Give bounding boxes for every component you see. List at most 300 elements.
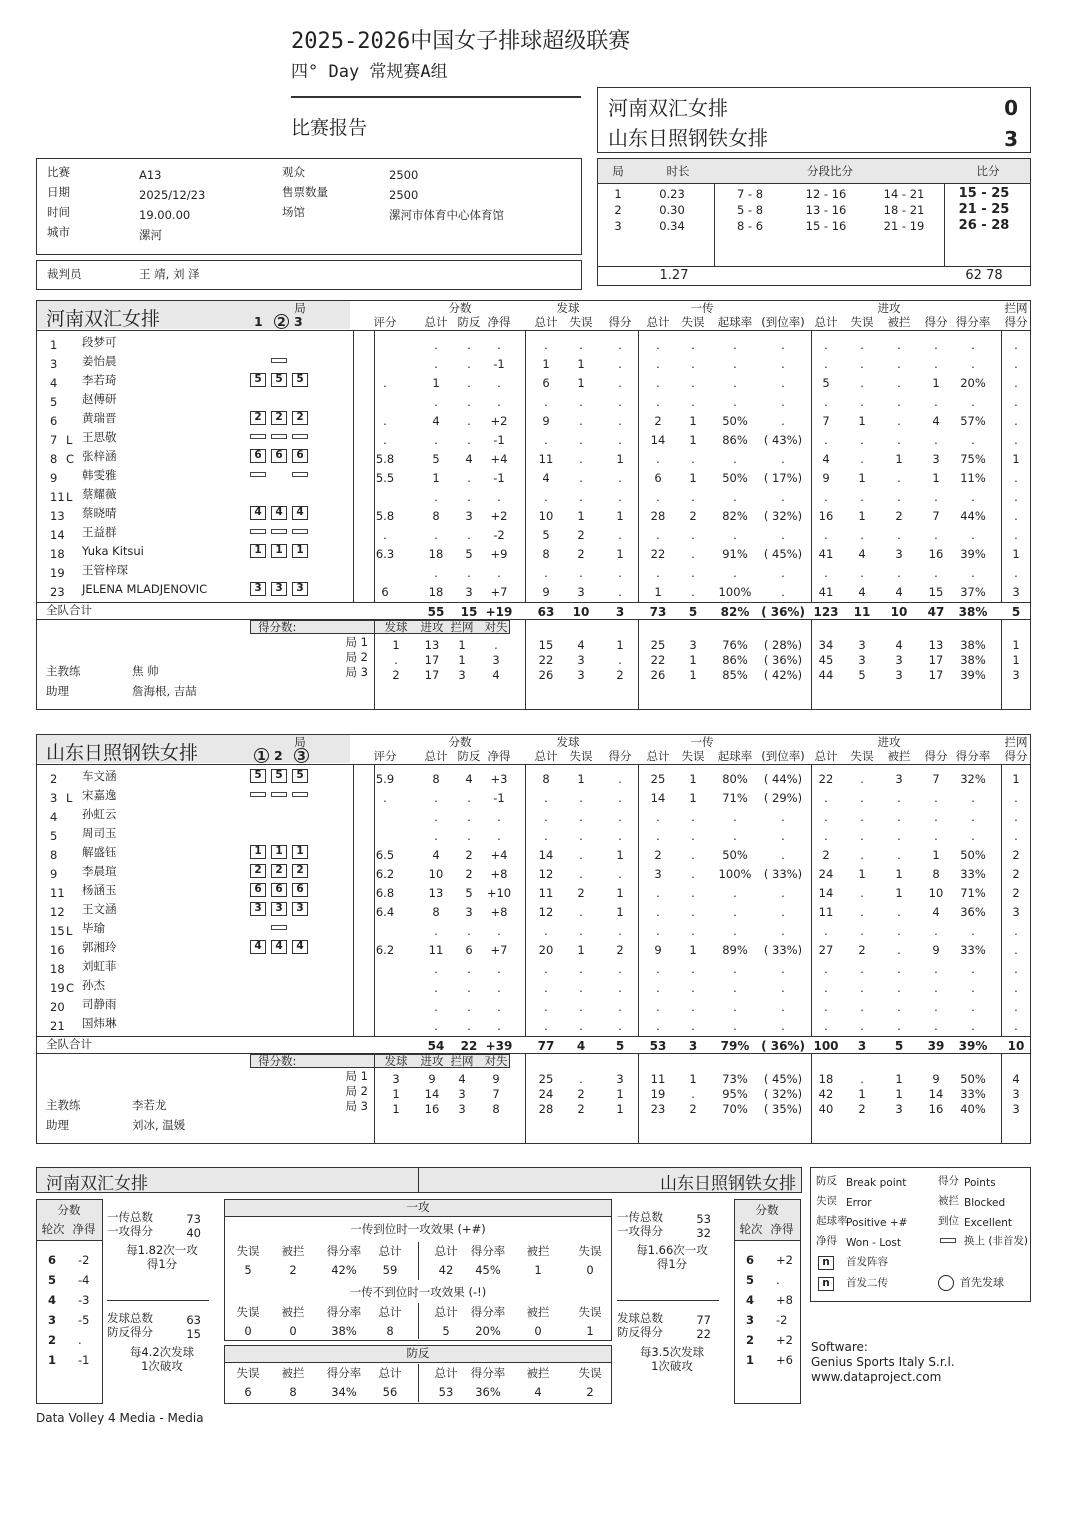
stat-cell: .: [934, 338, 938, 352]
software-credit: Software:: [811, 1340, 868, 1354]
team-total-cell: 3: [857, 1039, 867, 1053]
set-points-cell: 1: [392, 1087, 400, 1101]
sub-header: 得分: [924, 749, 948, 763]
stat-cell: 8: [432, 905, 440, 919]
stat-cell: .: [781, 357, 785, 371]
stat-cell: 6.3: [375, 547, 395, 561]
stat-cell: 50%: [722, 414, 748, 428]
set-points-cell: 9: [492, 1072, 500, 1086]
set-stat-cell: 3: [577, 653, 585, 667]
set-stat-cell: 28: [538, 1102, 554, 1116]
player-name: 李晨瑄: [82, 864, 117, 878]
rotation-sub-net: 净得: [770, 1222, 794, 1236]
player-number: 4: [50, 810, 58, 824]
stat-cell: 1: [432, 376, 440, 390]
sub-header: 失误: [681, 749, 705, 763]
player-name: 王益群: [82, 525, 117, 539]
set-stat-cell: 2: [577, 1102, 585, 1116]
set-cell: 0.23: [659, 187, 685, 201]
set-stat-cell: 2: [689, 1102, 697, 1116]
stat-cell: .: [733, 810, 737, 824]
stat-cell: .: [544, 1000, 548, 1014]
stat-cell: .: [544, 962, 548, 976]
stat-cell: .: [781, 848, 785, 862]
sub-header: 防反: [457, 315, 481, 329]
stat-cell: 6: [465, 943, 473, 957]
stat-cell: 44%: [960, 509, 986, 523]
stat-cell: .: [733, 886, 737, 900]
stat-cell: .: [656, 905, 660, 919]
set-stat-cell: 22: [650, 653, 666, 667]
stat-cell: .: [860, 886, 864, 900]
stat-cell: .: [656, 1019, 660, 1033]
stat-cell: .: [656, 924, 660, 938]
stat-cell: 7: [932, 772, 940, 786]
info-value: 漯河: [139, 228, 162, 242]
stat-cell: .: [544, 433, 548, 447]
player-role: L: [66, 791, 73, 805]
set-stat-cell: .: [618, 653, 622, 667]
lineup-position: 3: [250, 582, 266, 596]
stat-cell: .: [897, 1000, 901, 1014]
stat-cell: 89%: [722, 943, 748, 957]
stat-cell: .: [824, 338, 828, 352]
set-stat-cell: 4: [895, 638, 903, 652]
team-total-cell: 55: [427, 605, 445, 619]
stat-cell: 6.4: [375, 905, 395, 919]
summary-home-name: 河南双汇女排: [46, 1174, 148, 1194]
stat-cell: +3: [490, 772, 508, 786]
set-stat-cell: 23: [650, 1102, 666, 1116]
set-cell: 7 - 8: [736, 187, 764, 201]
center-r1: 42: [438, 1263, 454, 1277]
center-col-header: 失误: [236, 1305, 260, 1319]
legend-term: 防反: [816, 1175, 837, 1187]
stat-cell: .: [618, 338, 622, 352]
set-stat-cell: 44: [818, 668, 834, 682]
stat-cell: .: [860, 338, 864, 352]
stat-cell: .: [579, 962, 583, 976]
set-stat-cell: 1: [689, 653, 697, 667]
score-box: [597, 87, 1031, 153]
stat-cell: 11: [538, 452, 554, 466]
stat-cell: .: [781, 376, 785, 390]
center-r3: 56: [382, 1385, 398, 1399]
sets-points-header: 对失: [484, 620, 508, 634]
break-label: 防反得分: [617, 1325, 663, 1339]
stat-cell: .: [618, 924, 622, 938]
stat-cell: 50%: [722, 848, 748, 862]
stat-cell: 14: [650, 433, 666, 447]
group-header: 局: [294, 301, 306, 315]
stat-cell: +2: [490, 509, 508, 523]
player-number: 5: [50, 829, 58, 843]
stat-cell: .: [579, 905, 583, 919]
lineup-position: 1: [271, 845, 287, 859]
stat-cell: 91%: [722, 547, 748, 561]
stat-cell: -1: [493, 471, 505, 485]
coach-name: 李若龙: [132, 1098, 167, 1112]
set-points-cell: 4: [492, 668, 500, 682]
center-col-header: 得分率: [470, 1244, 506, 1258]
stat-cell: .: [934, 1019, 938, 1033]
set-cell: 3: [614, 219, 622, 233]
set-stat-cell: ( 36%): [763, 653, 803, 667]
sideout-value: 32: [696, 1226, 711, 1240]
team-total-cell: 54: [427, 1039, 445, 1053]
stat-cell: +8: [490, 867, 508, 881]
home-team-title: 河南双汇女排: [46, 308, 161, 330]
center-r2: 0: [244, 1324, 252, 1338]
stat-cell: .: [897, 433, 901, 447]
set-stat-cell: 39%: [960, 668, 986, 682]
software-credit: Genius Sports Italy S.r.l.: [811, 1355, 955, 1369]
info-label2: 售票数量: [282, 185, 328, 199]
stat-cell: .: [579, 981, 583, 995]
set-stat-cell: 5: [858, 668, 866, 682]
match-info: [36, 158, 582, 255]
set-stat-cell: 26: [650, 668, 666, 682]
center-col-header: 被拦: [281, 1244, 305, 1258]
substitute-marker: [292, 434, 308, 439]
stat-cell: 6.2: [375, 867, 395, 881]
stat-cell: .: [860, 433, 864, 447]
center-r2: 0: [289, 1324, 297, 1338]
stat-cell: 3: [895, 772, 903, 786]
set-stat-cell: 42: [818, 1087, 834, 1101]
group-header: 拦网: [1004, 735, 1028, 749]
center-r1: 42%: [331, 1263, 357, 1277]
home-set-marker-2: 2: [274, 314, 289, 329]
substitute-marker: [940, 1238, 956, 1243]
set-cell: 13 - 16: [805, 203, 847, 217]
player-role: C: [66, 981, 75, 995]
sub-header: 净得: [487, 749, 511, 763]
stat-cell: .: [691, 886, 695, 900]
legend-meaning: Points: [964, 1177, 996, 1189]
stat-cell: .: [824, 490, 828, 504]
set-points-cell: 9: [428, 1072, 436, 1086]
substitute-marker: [250, 792, 266, 797]
set-stat-cell: 38%: [960, 653, 986, 667]
stat-cell: .: [733, 962, 737, 976]
stat-cell: 2: [1012, 886, 1020, 900]
substitute-marker: [292, 792, 308, 797]
stat-cell: .: [544, 566, 548, 580]
stat-cell: 36%: [960, 905, 986, 919]
rotation-number: 4: [48, 1293, 57, 1307]
stat-cell: .: [467, 338, 471, 352]
stat-cell: .: [934, 810, 938, 824]
group-header: 发球: [556, 301, 580, 315]
sets-points-header: 发球: [384, 620, 408, 634]
info-label: 时间: [47, 205, 70, 219]
stat-cell: .: [691, 566, 695, 580]
stat-cell: .: [618, 585, 622, 599]
stat-cell: .: [497, 810, 501, 824]
set-points-cell: 3: [492, 653, 500, 667]
stat-cell: .: [934, 962, 938, 976]
stat-cell: .: [733, 452, 737, 466]
set-points-cell: 17: [424, 668, 440, 682]
stat-cell: +4: [490, 848, 508, 862]
lineup-position: 1: [292, 544, 308, 558]
set-cell: 18 - 21: [883, 203, 925, 217]
stat-cell: 12: [538, 905, 554, 919]
stat-cell: .: [579, 338, 583, 352]
lineup-position: 2: [292, 864, 308, 878]
stat-cell: .: [579, 810, 583, 824]
sub-header: 被拦: [887, 315, 911, 329]
set-score: 15 - 25: [958, 186, 1010, 201]
stat-cell: 1: [689, 943, 697, 957]
stat-cell: .: [897, 981, 901, 995]
stat-cell: 1: [689, 433, 697, 447]
stat-cell: .: [497, 981, 501, 995]
stat-cell: .: [860, 905, 864, 919]
stat-cell: .: [691, 829, 695, 843]
info-value: A13: [139, 168, 162, 182]
set-stat-cell: 2: [616, 668, 624, 682]
set-stat-cell: 85%: [722, 668, 748, 682]
set-points-cell: 17: [424, 653, 440, 667]
player-number: 11: [50, 490, 65, 504]
stat-cell: .: [544, 829, 548, 843]
stat-cell: .: [860, 566, 864, 580]
set-stat-cell: 1: [616, 1102, 624, 1116]
stat-cell: .: [781, 566, 785, 580]
home-sets-won: 0: [1004, 96, 1018, 120]
set-stat-cell: 18: [818, 1072, 834, 1086]
team-total-cell: 82%: [720, 605, 750, 619]
lineup-position: 3: [250, 902, 266, 916]
sub-header: (到位率): [761, 315, 805, 329]
break-value: 15: [186, 1327, 201, 1341]
sideout-ratio: 每1.66次一攻 得1分: [636, 1243, 708, 1271]
set-stat-cell: 1: [895, 1087, 903, 1101]
set-stat-cell: 13: [928, 638, 944, 652]
sub-header: 起球率: [717, 749, 753, 763]
stat-cell: .: [971, 490, 975, 504]
stat-cell: .: [467, 924, 471, 938]
stat-cell: .: [897, 810, 901, 824]
stat-cell: .: [656, 338, 660, 352]
stat-cell: .: [383, 528, 387, 542]
stat-cell: .: [434, 791, 438, 805]
stat-cell: 14: [818, 886, 834, 900]
info-label: 城市: [47, 225, 70, 239]
stat-cell: .: [691, 848, 695, 862]
substitute-marker: [292, 472, 308, 477]
center-r1: 45%: [475, 1263, 501, 1277]
player-number: 15: [50, 924, 65, 938]
set-points-cell: .: [394, 653, 398, 667]
stat-cell: .: [860, 810, 864, 824]
player-number: 11: [50, 886, 65, 900]
rotation-net: +2: [776, 1333, 793, 1347]
player-name: 王管梓琛: [82, 563, 128, 577]
serve-total-label: 发球总数: [107, 1311, 153, 1325]
stat-cell: .: [897, 924, 901, 938]
stat-cell: .: [618, 772, 622, 786]
info-label: 日期: [47, 185, 70, 199]
rotation-number: 3: [48, 1313, 57, 1327]
center-r3: 4: [534, 1385, 542, 1399]
stat-cell: .: [971, 395, 975, 409]
stat-cell: .: [971, 1019, 975, 1033]
stat-cell: 5: [465, 547, 473, 561]
stat-cell: 1: [616, 509, 624, 523]
team-total-cell: 73: [649, 605, 667, 619]
player-name: 李若琦: [82, 373, 117, 387]
set-score: 21 - 25: [958, 202, 1010, 217]
stat-cell: .: [897, 357, 901, 371]
stat-cell: .: [618, 566, 622, 580]
center-r1: 0: [586, 1263, 594, 1277]
stat-cell: .: [897, 471, 901, 485]
player-number: 7: [50, 433, 58, 447]
stat-cell: .: [860, 376, 864, 390]
team-total-cell: 5: [894, 1039, 904, 1053]
stat-cell: 3: [1012, 585, 1020, 599]
rotation-net: -1: [78, 1353, 90, 1367]
player-number: 20: [50, 1000, 65, 1014]
team-total-cell: 5: [688, 605, 698, 619]
stat-cell: .: [860, 528, 864, 542]
set-points-cell: 13: [424, 638, 440, 652]
stat-cell: 8: [542, 547, 550, 561]
stat-cell: .: [579, 867, 583, 881]
set-cell: 1: [614, 187, 622, 201]
stat-cell: .: [934, 395, 938, 409]
sub-header: 总计: [424, 749, 448, 763]
stat-cell: .: [781, 886, 785, 900]
stat-cell: .: [691, 585, 695, 599]
stat-cell: .: [781, 810, 785, 824]
set-stat-cell: 4: [577, 638, 585, 652]
stat-cell: .: [971, 962, 975, 976]
lineup-position: 1: [292, 845, 308, 859]
report-title: 比赛报告: [291, 117, 368, 139]
player-name: 段梦可: [82, 335, 117, 349]
stat-cell: .: [1014, 357, 1018, 371]
group-header: 进攻: [877, 301, 901, 315]
set-stat-cell: 3: [858, 653, 866, 667]
stat-cell: .: [656, 490, 660, 504]
stat-cell: 1: [616, 905, 624, 919]
stat-cell: .: [434, 566, 438, 580]
set-stat-cell: 14: [928, 1087, 944, 1101]
legend-term: 净得: [816, 1235, 837, 1247]
info-value: 2025/12/23: [139, 188, 206, 202]
sub-header: 失误: [569, 315, 593, 329]
stat-cell: 16: [818, 509, 834, 523]
referee-label: 裁判员: [47, 267, 82, 281]
software-credit: www.dataproject.com: [811, 1370, 942, 1384]
stat-cell: 14: [538, 848, 554, 862]
stat-cell: .: [824, 395, 828, 409]
stat-cell: .: [860, 772, 864, 786]
stat-cell: 100%: [718, 585, 752, 599]
player-number: 5: [50, 395, 58, 409]
team-total-cell: 39: [927, 1039, 945, 1053]
stat-cell: 3: [932, 452, 940, 466]
center-col-header: 总计: [378, 1305, 402, 1319]
stat-cell: 80%: [722, 772, 748, 786]
stat-cell: .: [618, 357, 622, 371]
lineup-position: 1: [250, 845, 266, 859]
stat-cell: .: [544, 395, 548, 409]
stat-cell: 86%: [722, 433, 748, 447]
stat-cell: 3: [895, 547, 903, 561]
stat-cell: 1: [577, 772, 585, 786]
lineup-position: 4: [292, 940, 308, 954]
center-r2: 5: [442, 1324, 450, 1338]
stat-cell: .: [434, 490, 438, 504]
stat-cell: 71%: [722, 791, 748, 805]
stat-cell: .: [1014, 1019, 1018, 1033]
serve-total-value: 63: [186, 1313, 201, 1327]
serve-total-label: 发球总数: [617, 1311, 663, 1325]
poor-pass-title: 一传不到位时一攻效果 (-!): [349, 1285, 487, 1299]
referee-box: [36, 260, 582, 290]
stat-cell: 5.8: [375, 452, 395, 466]
substitute-marker: [271, 925, 287, 930]
stat-cell: .: [691, 376, 695, 390]
stat-cell: .: [691, 905, 695, 919]
team-total-label: 全队合计: [46, 603, 92, 617]
stat-cell: .: [824, 433, 828, 447]
set-stat-cell: ( 45%): [763, 1072, 803, 1086]
stat-cell: .: [781, 528, 785, 542]
center-col-header: 得分率: [326, 1244, 362, 1258]
rotation-sub-net: 净得: [72, 1222, 96, 1236]
sub-header: (到位率): [761, 749, 805, 763]
player-name: 郭湘玲: [82, 940, 117, 954]
stat-cell: .: [691, 490, 695, 504]
set-stat-cell: 3: [577, 668, 585, 682]
stat-cell: .: [971, 338, 975, 352]
player-name: Yuka Kitsui: [82, 544, 144, 558]
stat-cell: .: [733, 490, 737, 504]
assistant-names: 刘冰, 温媛: [132, 1118, 186, 1132]
stat-cell: .: [618, 376, 622, 390]
sub-header: 总计: [814, 749, 838, 763]
player-role: L: [66, 490, 73, 504]
stat-cell: 2: [822, 848, 830, 862]
stat-cell: .: [897, 848, 901, 862]
lineup-position: 3: [271, 582, 287, 596]
substitute-marker: [271, 792, 287, 797]
stat-cell: 1: [1012, 772, 1020, 786]
stat-cell: .: [497, 490, 501, 504]
center-col-header: 失误: [236, 1244, 260, 1258]
set-label: 局 1: [345, 1069, 368, 1083]
set-stat-cell: 3: [895, 668, 903, 682]
substitute-marker: [292, 529, 308, 534]
stat-cell: .: [434, 338, 438, 352]
center-r1: 1: [534, 1263, 542, 1277]
set-cell: 21 - 19: [883, 219, 925, 233]
stat-cell: 3: [465, 905, 473, 919]
team-total-cell: +39: [485, 1039, 513, 1053]
stat-cell: 1: [577, 357, 585, 371]
set-stat-cell: ( 35%): [763, 1102, 803, 1116]
stat-cell: .: [897, 395, 901, 409]
stat-cell: .: [824, 528, 828, 542]
set-stat-cell: 16: [928, 1102, 944, 1116]
stat-cell: .: [497, 338, 501, 352]
